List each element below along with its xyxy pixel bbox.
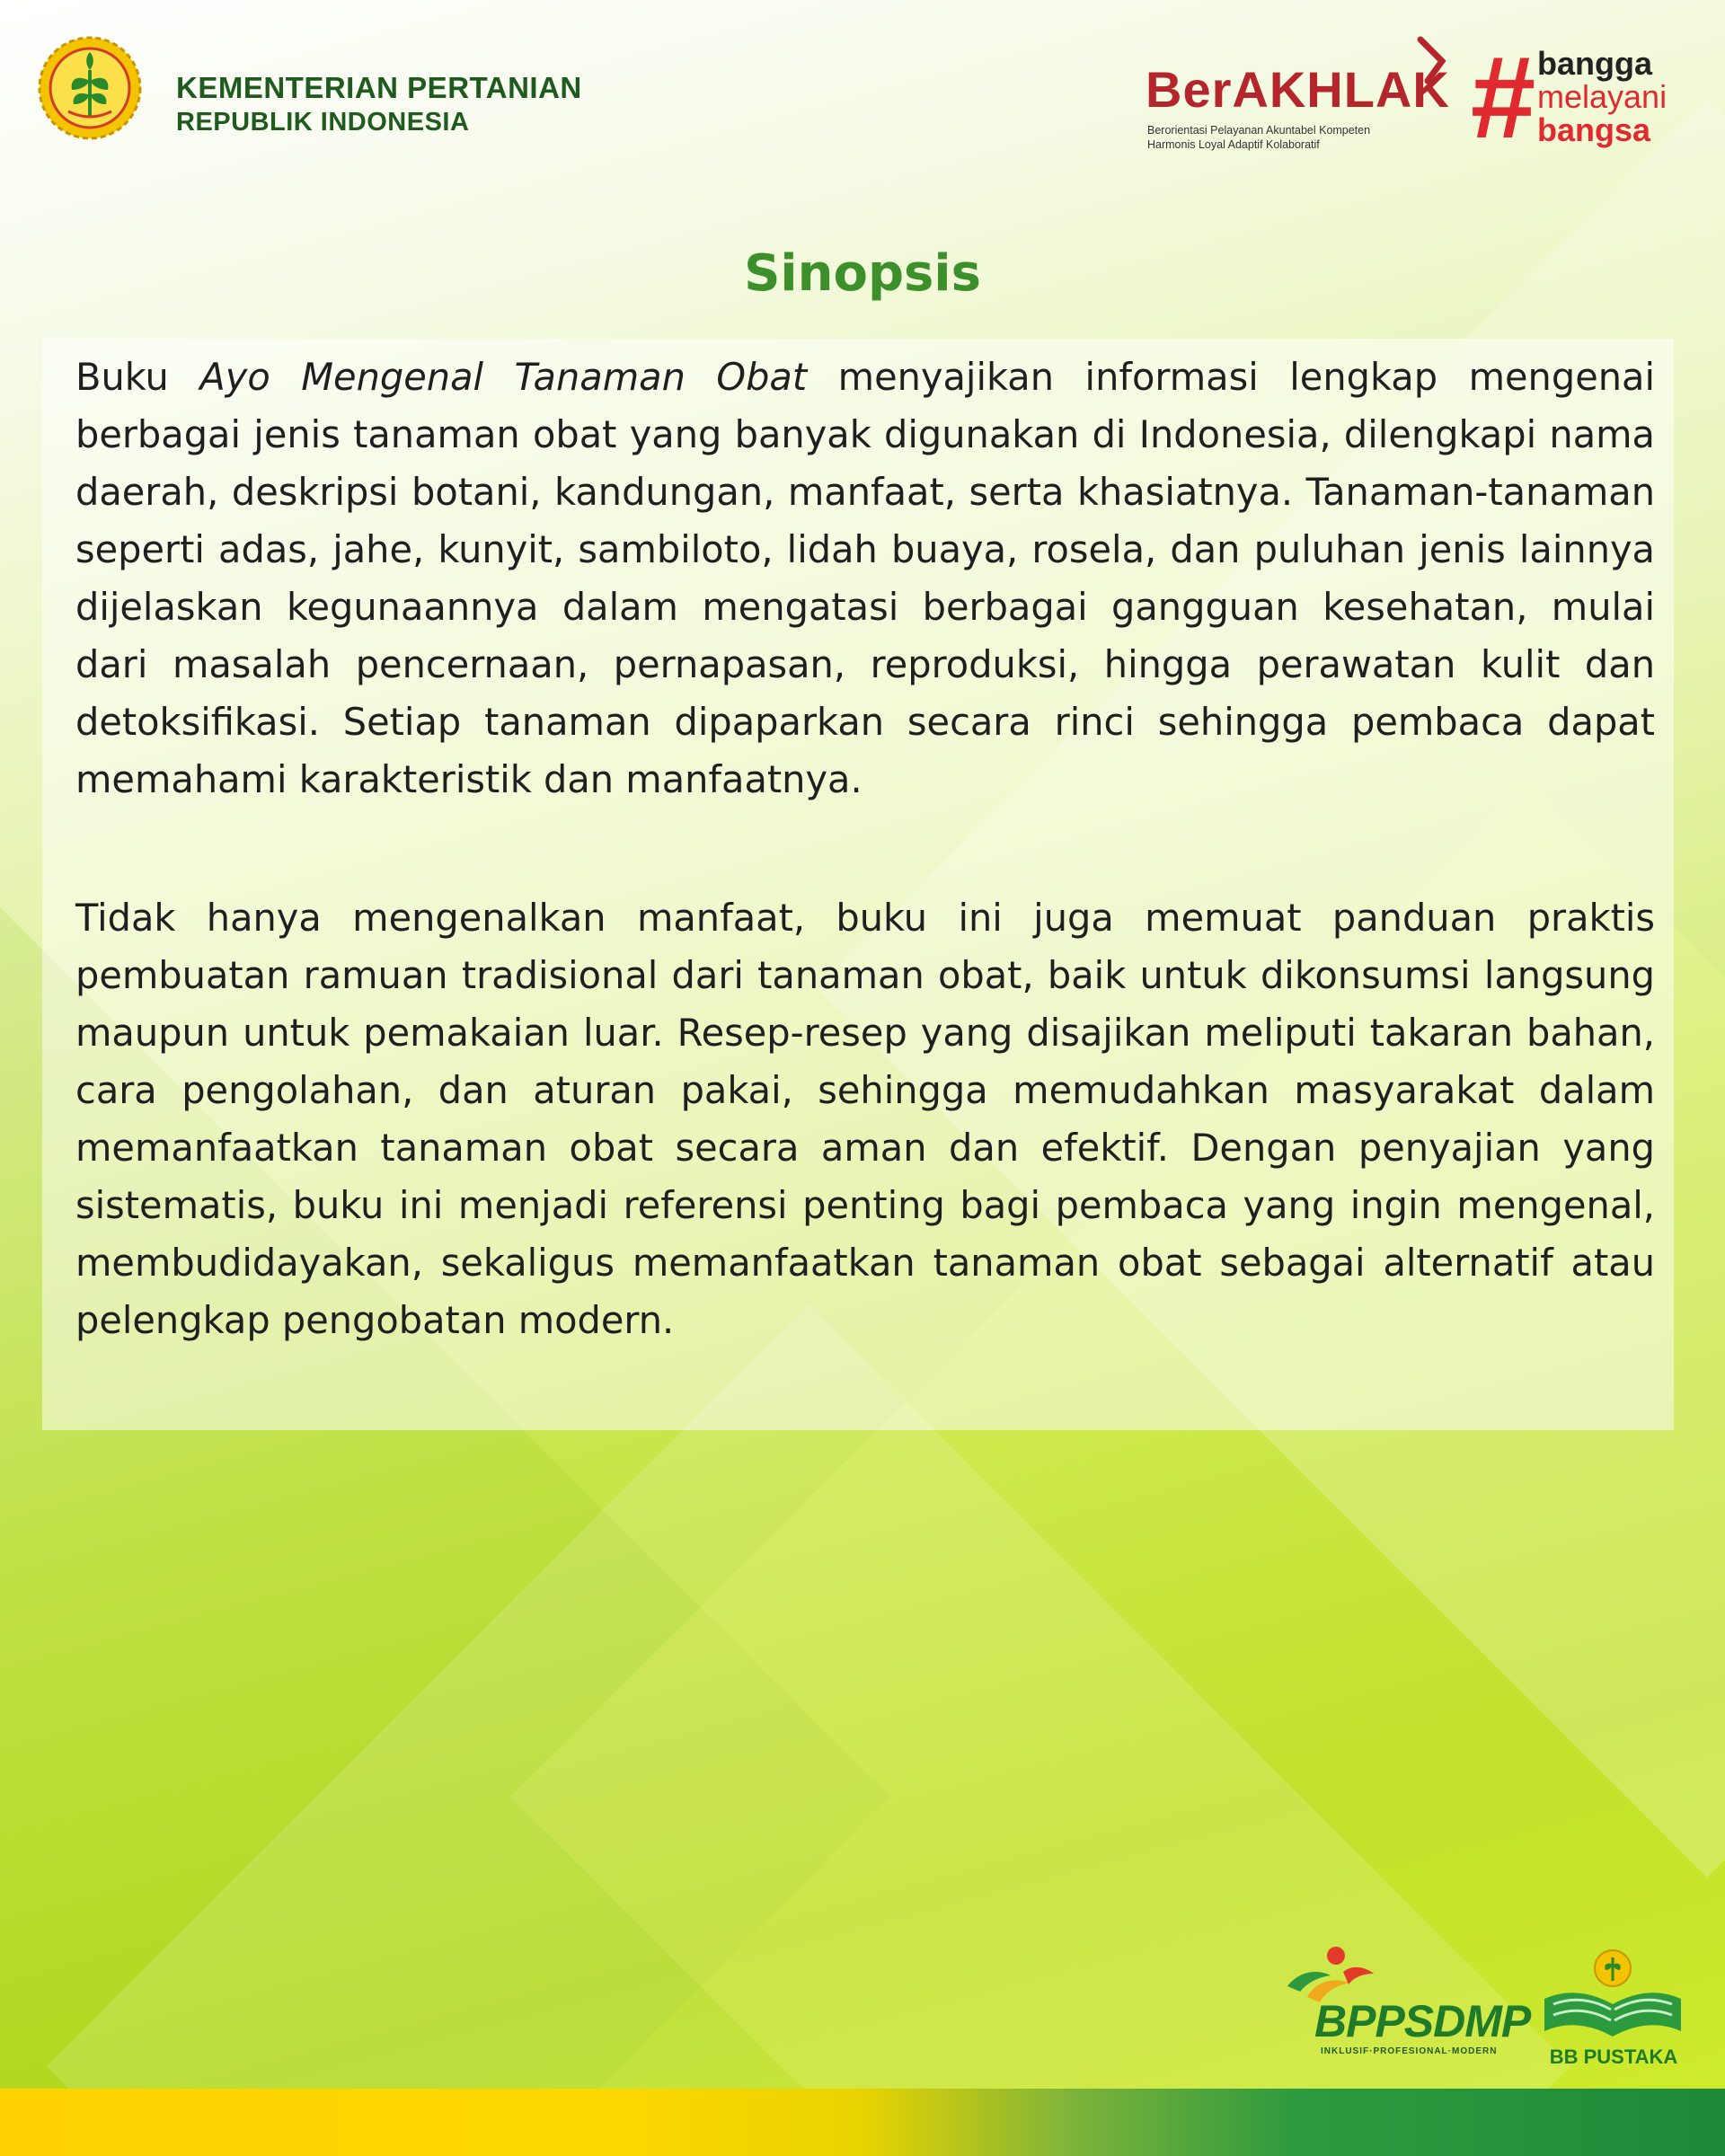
synopsis-paragraph-2: Tidak hanya mengenalkan manfaat, buku ini juga memuat panduan praktis pembuatan ramuan tradisional dari tanaman obat, baik untuk dikonsumsi langsung maupun untuk pemakaian luar. Resep-resep yang disajikan meliputi takaran bahan, cara pengolahan, dan aturan pakai, sehingga memudahkan masyarakat dalam memanfaatkan tanaman obat secara aman dan efektif. Dengan penyajian yang sistematis, buku ini menjadi referensi penting bagi pembaca yang ingin mengenal, membudidayakan, sekaligus memanfaatkan tanaman obat sebagai alternatif atau pelengkap pengobatan modern. [75, 896, 1655, 1342]
hashtag-word-1: bangga [1537, 45, 1653, 82]
bottom-color-bar [0, 2089, 1725, 2156]
berakhlak-logo [1146, 36, 1450, 153]
kementan-emblem-icon [36, 34, 144, 142]
header [0, 0, 1725, 180]
bb-pustaka-text: BB PUSTAKA [1549, 2046, 1678, 2068]
hashtag-words [1537, 47, 1667, 146]
hashtag-icon: # [1469, 31, 1535, 163]
bppsdmp-logo [1280, 1945, 1531, 2062]
paragraph-body: menyajikan informasi lengkap mengenai berbagai jenis tanaman obat yang banyak digunakan di Indonesia, dilengkapi nama daerah, deskripsi botani, kandungan, manfaat, serta khasiatnya. Tanaman-tanaman seperti adas, jahe, kunyit, sambiloto, lidah buaya, rosela, dan puluhan jenis lainnya dijelaskan kegunaannya dalam mengatasi berbagai gangguan kesehatan, mulai dari masalah pencernaan, pernapasan, reproduksi, hingga perawatan kulit dan detoksifikasi. Setiap tanaman dipaparkan secara rinci sehingga pembaca dapat memahami karakteristik dan manfaatnya. [75, 355, 1655, 801]
ministry-line1: KEMENTERIAN PERTANIAN [176, 71, 582, 104]
hashtag-word-3: bangsa [1537, 111, 1651, 148]
ministry-line2: REPUBLIK INDONESIA [176, 108, 470, 137]
book-title: Ayo Mengenal Tanaman Obat [199, 355, 808, 399]
berakhlak-word: BerAKHLAK [1146, 61, 1450, 118]
berakhlak-tagline-2: Harmonis Loyal Adaptif Kolaboratif [1147, 138, 1320, 151]
bppsdmp-text: BPPSDMP [1314, 1996, 1531, 2046]
paragraph-lead: Buku [75, 355, 200, 399]
page-title: Sinopsis [744, 244, 981, 303]
book-emblem-icon [1532, 1945, 1694, 2044]
bb-pustaka-logo [1532, 1945, 1694, 2071]
bangga-melayani-logo [1469, 31, 1703, 163]
berakhlak-tagline-1: Berorientasi Pelayanan Akuntabel Kompeten [1147, 124, 1371, 137]
hashtag-word-2: melayani [1537, 78, 1668, 115]
bppsdmp-tagline: INKLUSIF·PROFESIONAL·MODERN [1321, 2046, 1498, 2056]
synopsis-paragraph-1 [75, 349, 1655, 808]
ministry-name [176, 70, 582, 138]
